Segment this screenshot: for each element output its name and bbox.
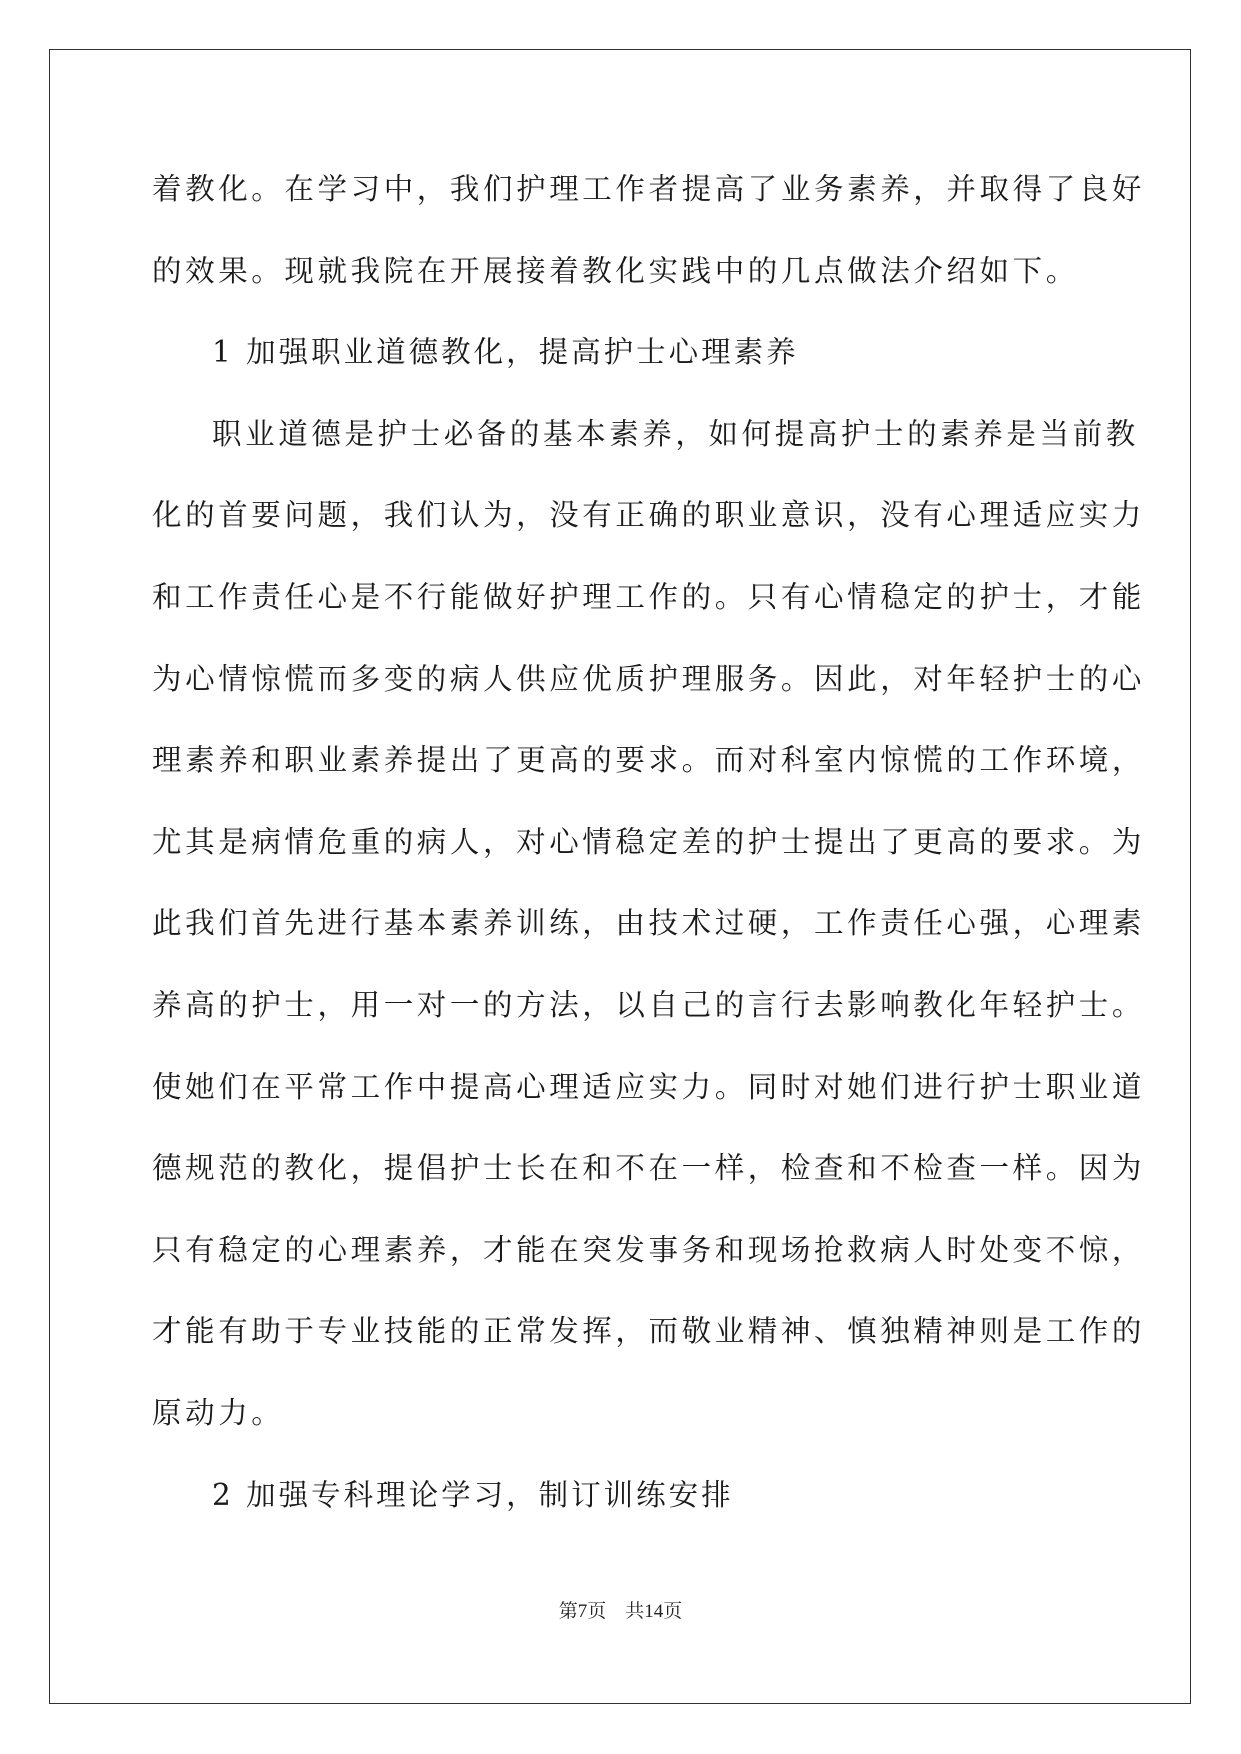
paragraph-line: 理素养和职业素养提出了更高的要求。而对科室内惊慌的工作环境，	[152, 743, 1146, 778]
paragraph-line: 养高的护士，用一对一的方法，以自己的言行去影响教化年轻护士。	[152, 987, 1146, 1022]
document-body	[152, 162, 1146, 1549]
page-footer	[0, 1596, 1241, 1623]
paragraph-line: 此我们首先进行基本素养训练，由技术过硬，工作责任心强，心理素	[152, 906, 1146, 941]
section-heading-2: 2 加强专科理论学习，制订训练安排	[212, 1477, 734, 1512]
paragraph-line: 原动力。	[152, 1395, 285, 1430]
paragraph-line: 才能有助于专业技能的正常发挥，而敬业精神、慎独精神则是工作的	[152, 1314, 1146, 1349]
paragraph-line: 职业道德是护士必备的基本素养，如何提高护士的素养是当前教	[212, 416, 1139, 451]
paragraph-line: 德规范的教化，提倡护士长在和不在一样，检查和不检查一样。因为	[152, 1151, 1146, 1186]
page-number-indicator: 第7页 共14页	[558, 1601, 683, 1622]
paragraph-line: 的效果。现就我院在开展接着教化实践中的几点做法介绍如下。	[152, 253, 1079, 288]
paragraph-line: 着教化。在学习中，我们护理工作者提高了业务素养，并取得了良好	[152, 172, 1146, 206]
paragraph-line: 和工作责任心是不行能做好护理工作的。只有心情稳定的护士，才能	[152, 579, 1146, 614]
section-heading-1: 1 加强职业道德教化，提高护士心理素养	[212, 335, 799, 370]
paragraph-line: 为心情惊慌而多变的病人供应优质护理服务。因此，对年轻护士的心	[152, 661, 1146, 696]
paragraph-line: 使她们在平常工作中提高心理适应实力。同时对她们进行护士职业道	[152, 1069, 1146, 1104]
paragraph-line: 化的首要问题，我们认为，没有正确的职业意识，没有心理适应实力	[152, 498, 1146, 533]
paragraph-line: 只有稳定的心理素养，才能在突发事务和现场抢救病人时处变不惊，	[152, 1232, 1146, 1267]
paragraph-line: 尤其是病情危重的病人，对心情稳定差的护士提出了更高的要求。为	[152, 824, 1146, 859]
